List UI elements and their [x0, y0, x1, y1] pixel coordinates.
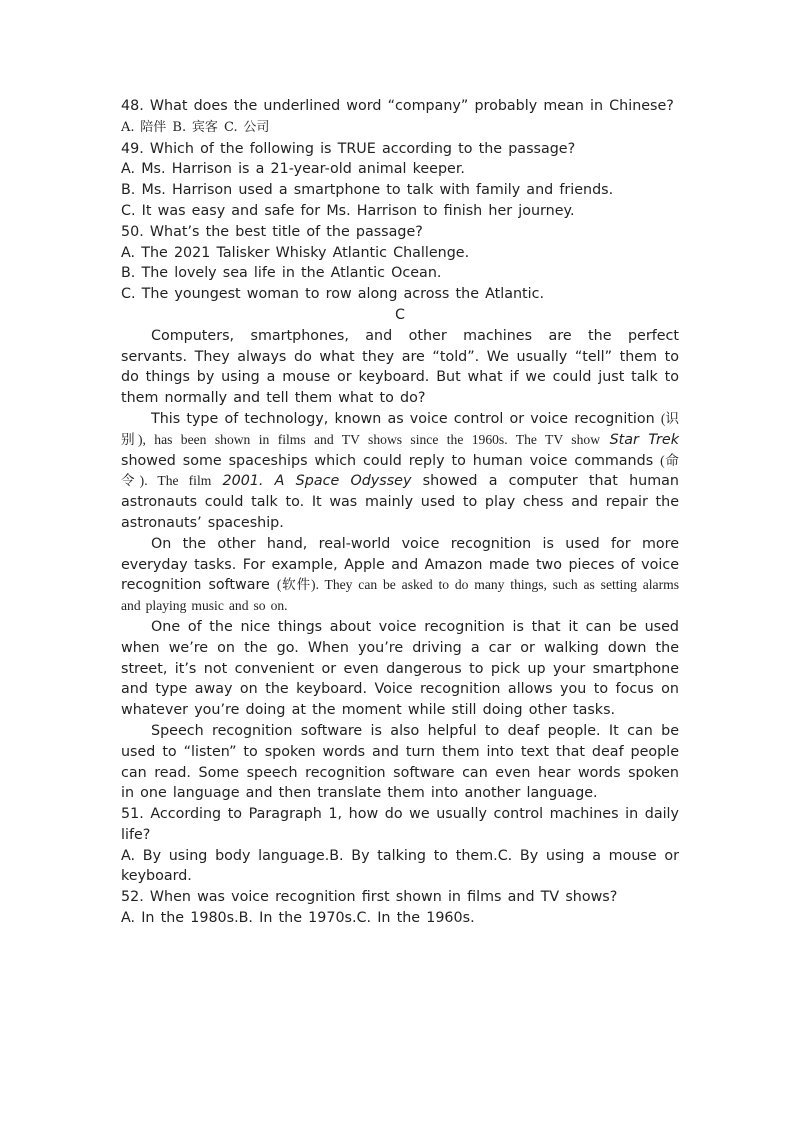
p2-text-c: showed some spaceships which could reply to human voice commands	[121, 452, 654, 469]
passage-paragraph-5: Speech recognition software is also helpful to deaf people. It can be used to “listen” to spoken words and turn them into text that deaf people can read. Some speech recognition software can even hear words spoken in one language and then translate them into another language.	[121, 722, 679, 802]
question-52-stem: 52. When was voice recognition first shown in films and TV shows?	[121, 889, 618, 906]
passage-paragraph-3	[121, 534, 679, 617]
p2-text-a: This type of technology, known as voice control or voice recognition	[151, 410, 655, 427]
question-50-option-c: C. The youngest woman to row along across the Atlantic.	[121, 286, 545, 303]
p2-text-e: showed a computer that human astronauts could talk to. It was mainly used to play chess and repair the astronauts’ spaceship.	[121, 473, 679, 531]
question-49-stem: 49. Which of the following is TRUE according to the passage?	[121, 140, 576, 157]
question-49-option-a: A. Ms. Harrison is a 21-year-old animal keeper.	[121, 161, 465, 178]
option-a: A. 陪伴	[121, 119, 167, 135]
question-51-stem: 51. According to Paragraph 1, how do we usually control machines in daily life?	[121, 806, 679, 843]
option-c: C. 公司	[224, 119, 270, 135]
question-49-option-c: C. It was easy and safe for Ms. Harrison to finish her journey.	[121, 202, 575, 219]
p2-text-d: (命令). The film	[121, 452, 679, 489]
p2-text-b: (识别), has been shown in films and TV shows since the 1960s. The TV show	[121, 410, 679, 447]
question-51-options: A. By using body language.B. By talking to them.C. By using a mouse or keyboard.	[121, 847, 679, 885]
passage-paragraph-4: One of the nice things about voice recognition is that it can be used when we’re on the go. When you’re driving a car or walking down the street, it’s not convenient or even dangerous to pick up your smartphone and type away on the keyboard. Voice recognition allows you to focus on whatever you’re doing at the moment while still doing other tasks.	[121, 618, 679, 719]
passage-paragraph-2	[121, 409, 679, 534]
p3-text-a: On the other hand, real-world voice recognition is used for more everyday tasks. For example, Apple and Amazon made two pieces of voice recognition software	[121, 535, 679, 594]
question-49-option-b: B. Ms. Harrison used a smartphone to talk with family and friends.	[121, 182, 614, 199]
film-title: 2001. A Space Odyssey	[222, 473, 412, 490]
question-48-stem: 48. What does the underlined word “company” probably mean in Chinese?	[121, 98, 674, 114]
question-50-option-b: B. The lovely sea life in the Atlantic Ocean.	[121, 265, 442, 282]
option-b: B. 宾客	[172, 119, 218, 135]
p3-text-b: (软件). They can be asked to do many things, such as setting alarms and playing music and so on.	[121, 577, 679, 614]
question-48-options	[121, 117, 679, 139]
question-50-stem: 50. What’s the best title of the passage?	[121, 223, 423, 240]
question-52-options: A. In the 1980s.B. In the 1970s.C. In the 1960s.	[121, 910, 475, 927]
question-50-option-a: A. The 2021 Talisker Whisky Atlantic Challenge.	[121, 244, 470, 261]
show-title: Star Trek	[609, 431, 679, 448]
section-label: C	[395, 306, 405, 323]
passage-paragraph-1: Computers, smartphones, and other machines are the perfect servants. They always do what they are “told”. We usually “tell” them to do things by using a mouse or keyboard. But what if we could just talk to them normally and tell them what to do?	[121, 327, 679, 407]
document-page	[121, 96, 679, 929]
